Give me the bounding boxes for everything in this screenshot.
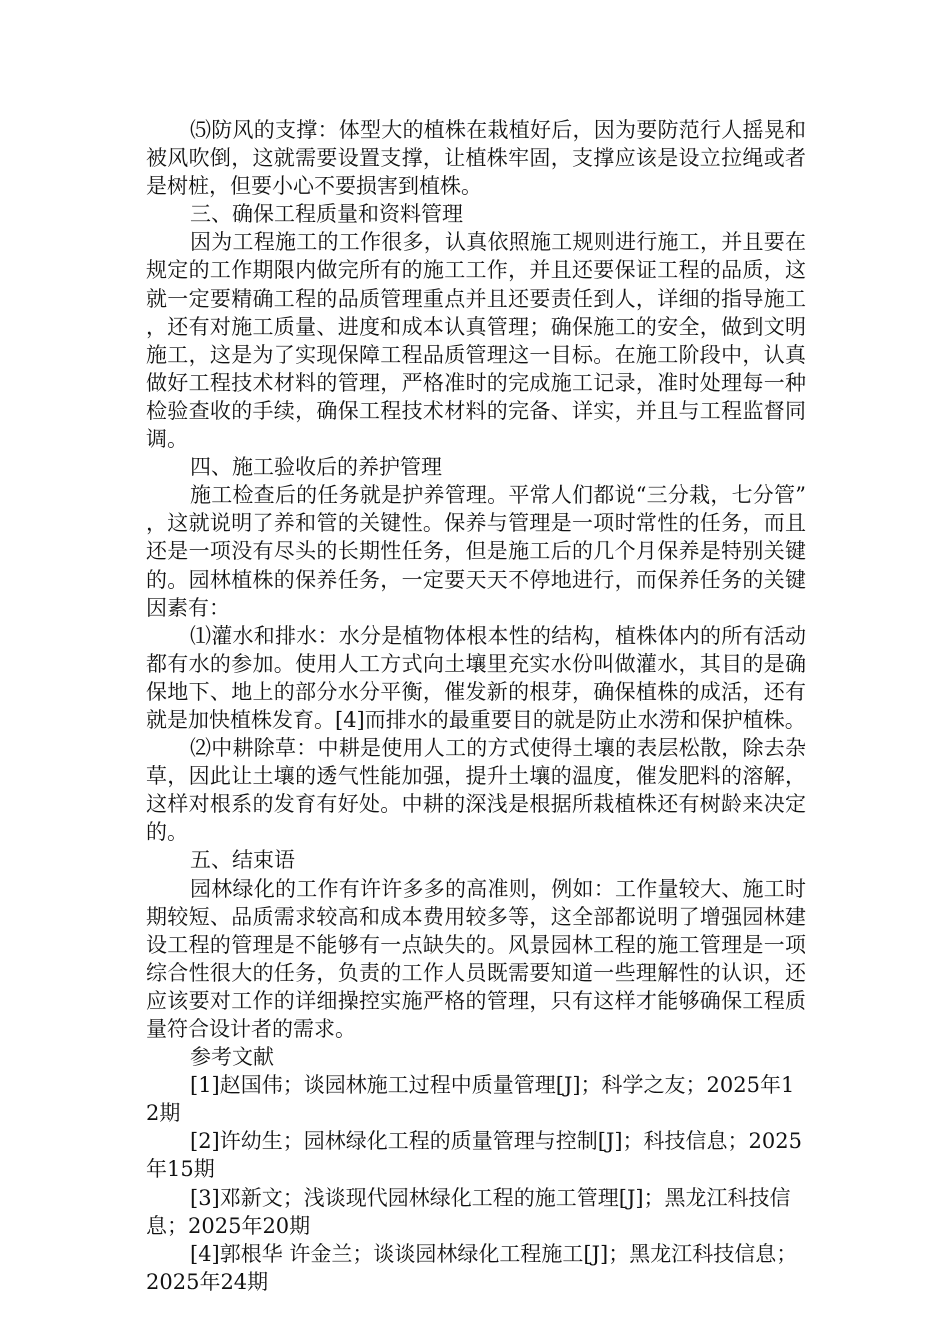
reference-item: [3]邓新文；浅谈现代园林绿化工程的施工管理[J]；黑龙江科技信息；2025年20期 <box>146 1185 791 1238</box>
paragraph-conclusion: 园林绿化的工作有许许多多的高准则，例如：工作量较大、施工时期较短、品质需求较高和成本费用较多等，这全部都说明了增强园林建设工程的管理是不能够有一点缺失的。风景园林工程的施工管理是一项综合性很大的任务，负责的工作人员既需要知道一些理解性的认识，还应该要对工作的详细操控实施严格的管理，只有这样才能够确保工程质量符合设计者的需求。 <box>146 876 806 1041</box>
section-heading-conclusion: 五、结束语 <box>190 848 295 873</box>
paragraph-weeding: ⑵中耕除草：中耕是使用人工的方式使得土壤的表层松散，除去杂草，因此让土壤的透气性能加强，提升土壤的温度，催发肥料的溶解，这样对根系的发育有好处。中耕的深浅是根据所栽植株还有树龄来决定的。 <box>146 736 806 845</box>
paragraph-windbreak-support: ⑸防风的支撑：体型大的植株在栽植好后，因为要防范行人摇晃和被风吹倒，这就需要设置支撑，让植株牢固，支撑应该是设立拉绳或者是树桩，但要小心不要损害到植株。 <box>146 118 806 199</box>
reference-item: [2]许幼生；园林绿化工程的质量管理与控制[J]；科技信息；2025年15期 <box>146 1129 802 1182</box>
section-heading-quality: 三、确保工程质量和资料管理 <box>190 202 463 227</box>
references-heading: 参考文献 <box>190 1045 274 1070</box>
reference-item: [4]郭根华 许金兰；谈谈园林绿化工程施工[J]；黑龙江科技信息；2025年24期 <box>146 1241 798 1294</box>
section-heading-maintenance: 四、施工验收后的养护管理 <box>190 455 442 480</box>
paragraph-quality-management: 因为工程施工的工作很多，认真依照施工规则进行施工，并且要在规定的工作期限内做完所有的施工工作，并且还要保证工程的品质，这就一定要精确工程的品质管理重点并且还要责任到人，详细的指导施工，还有对施工质量、进度和成本认真管理；确保施工的安全，做到文明施工，这是为了实现保障工程品质管理这一目标。在施工阶段中，认真做好工程技术材料的管理，严格准时的完成施工记录，准时处理每一种检验查收的手续，确保工程技术材料的完备、详实，并且与工程监督同调。 <box>146 230 806 452</box>
paragraph-maintenance-intro: 施工检查后的任务就是护养管理。平常人们都说“三分栽，七分管”，这就说明了养和管的关键性。保养与管理是一项时常性的任务，而且还是一项没有尽头的长期性任务，但是施工后的几个月保养是特别关键的。园林植株的保养任务，一定要天天不停地进行，而保养任务的关键因素有： <box>146 483 806 620</box>
reference-item: [1]赵国伟；谈园林施工过程中质量管理[J]；科学之友；2025年12期 <box>146 1073 795 1126</box>
paragraph-irrigation: ⑴灌水和排水：水分是植物体根本性的结构，植株体内的所有活动都有水的参加。使用人工方式向土壤里充实水份叫做灌水，其目的是确保地下、地上的部分水分平衡，催发新的根芽，确保植株的成活，还有就是加快植株发育。[4]而排水的最重要目的就是防止水涝和保护植株。 <box>146 623 806 732</box>
document-page <box>146 116 806 1296</box>
